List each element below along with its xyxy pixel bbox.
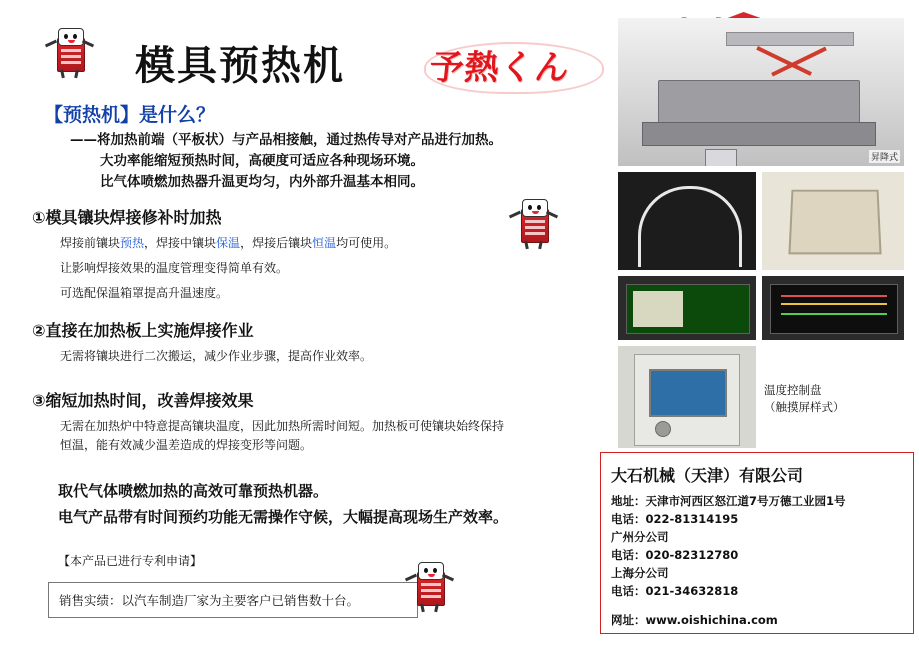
mascot-heater-icon-2 — [514, 197, 556, 251]
company-phone-guangzhou: 电话：020-82312780 — [611, 548, 739, 562]
feature-1-body — [60, 234, 577, 253]
conclusion-line-1: 取代气体喷燃加热的高效可靠预热机器。 — [58, 482, 329, 500]
company-phone-main: 电话：022-81314195 — [611, 512, 739, 526]
machine-control-panel — [705, 149, 737, 166]
mascot-heater-icon-3 — [410, 560, 452, 614]
company-website[interactable]: 网址：www.oishichina.com — [611, 613, 778, 627]
machine-base-upper — [658, 80, 860, 126]
conclusion-block — [58, 478, 588, 530]
photo-touch-screen-right — [762, 276, 904, 340]
title-row — [40, 18, 600, 90]
photo-insulation-box — [762, 172, 904, 270]
lead-paragraph — [70, 130, 590, 193]
machine-table-plate — [726, 32, 854, 46]
tunnel-arc-shape — [638, 186, 742, 267]
section-heading-question: 【预热机】是什么？ — [44, 104, 216, 126]
feature-item-2 — [32, 318, 577, 366]
feature-1-body-line2: 让影响焊接效果的温度管理变得简单有效。 — [60, 261, 289, 275]
touch-screen-right-graph — [770, 284, 898, 334]
photo-heating-tunnel — [618, 172, 756, 270]
feature-1-heading: ①模具镶块焊接修补时加热 — [32, 208, 222, 227]
feature-1-highlight-preheat: 预热 — [120, 236, 145, 250]
photo-lift-type-machine — [618, 18, 904, 166]
photo-temperature-controller — [618, 346, 756, 448]
right-photo-column — [600, 0, 919, 650]
feature-3-body-line2: 恒温，能有效减少温差造成的焊接变形等问题。 — [60, 438, 313, 452]
photo-machine-caption: 昇降式 — [869, 150, 900, 163]
controller-knob — [655, 421, 671, 437]
photo-touch-screen-left — [618, 276, 756, 340]
company-address: 地址：天津市河西区怒江道7号万德工业园1号 — [611, 494, 846, 508]
controller-caption-line-2: （触摸屏样式） — [764, 400, 845, 414]
feature-3-heading: ③缩短加热时间，改善焊接效果 — [32, 391, 254, 410]
feature-item-1 — [32, 205, 577, 303]
feature-item-3 — [32, 388, 577, 455]
feature-1-body-line3: 可选配保温箱罩提高升温速度。 — [60, 286, 229, 300]
company-info-box — [600, 452, 914, 634]
feature-1-text-a: 焊接前镶块 — [60, 236, 121, 250]
lead-line-3: 比气体喷燃加热器升温更均匀，内外部升温基本相同。 — [100, 174, 424, 190]
touch-screen-left-display — [626, 284, 750, 334]
product-logo-text: 予熱くん — [427, 48, 572, 88]
page-title: 模具预热机 — [135, 43, 345, 89]
feature-1-text-b: ，焊接中镶块 — [144, 236, 217, 250]
company-branch-shanghai: 上海分公司 — [611, 566, 669, 580]
mascot-heater-icon — [50, 26, 92, 80]
lead-line-2: 大功率能缩短预热时间，高硬度可适应各种现场环境。 — [100, 153, 424, 169]
machine-base-lower — [642, 122, 876, 146]
patent-note: 【本产品已进行专利申请】 — [58, 554, 203, 568]
feature-1-text-c: ，焊接后镶块 — [240, 236, 313, 250]
feature-1-highlight-constanttemp: 恒温 — [312, 236, 337, 250]
feature-2-heading: ②直接在加热板上实施焊接作业 — [32, 321, 254, 340]
feature-2-body-line1: 无需将镶块进行二次搬运，减少作业步骤，提高作业效率。 — [60, 349, 373, 363]
controller-caption-line-1: 温度控制盘 — [764, 383, 822, 397]
controller-cabinet — [634, 354, 740, 446]
controller-display — [649, 369, 727, 417]
feature-1-text-d: 均可使用。 — [336, 236, 397, 250]
controller-caption — [764, 382, 914, 416]
feature-3-body-line1: 无需在加热炉中特意提高镶块温度，因此加热所需时间短。加热板可使镶块始终保持 — [60, 419, 505, 433]
machine-scissor-lift — [758, 46, 818, 80]
product-logo — [427, 40, 600, 92]
company-branch-guangzhou: 广州分公司 — [611, 530, 669, 544]
sales-record-box — [48, 582, 418, 618]
insulation-box-shape — [788, 190, 881, 255]
conclusion-line-2: 电气产品带有时间预约功能无需操作守候，大幅提高现场生产效率。 — [58, 508, 509, 526]
company-phone-shanghai: 电话：021-34632818 — [611, 584, 739, 598]
feature-1-highlight-keepwarm: 保温 — [216, 236, 241, 250]
lead-line-1: ——将加热前端（平板状）与产品相接触，通过热传导对产品进行加热。 — [70, 132, 502, 148]
sales-record-text: 销售实绩：以汽车制造厂家为主要客户已销售数十台。 — [59, 593, 360, 608]
company-name: 大石机械（天津）有限公司 — [611, 466, 804, 485]
